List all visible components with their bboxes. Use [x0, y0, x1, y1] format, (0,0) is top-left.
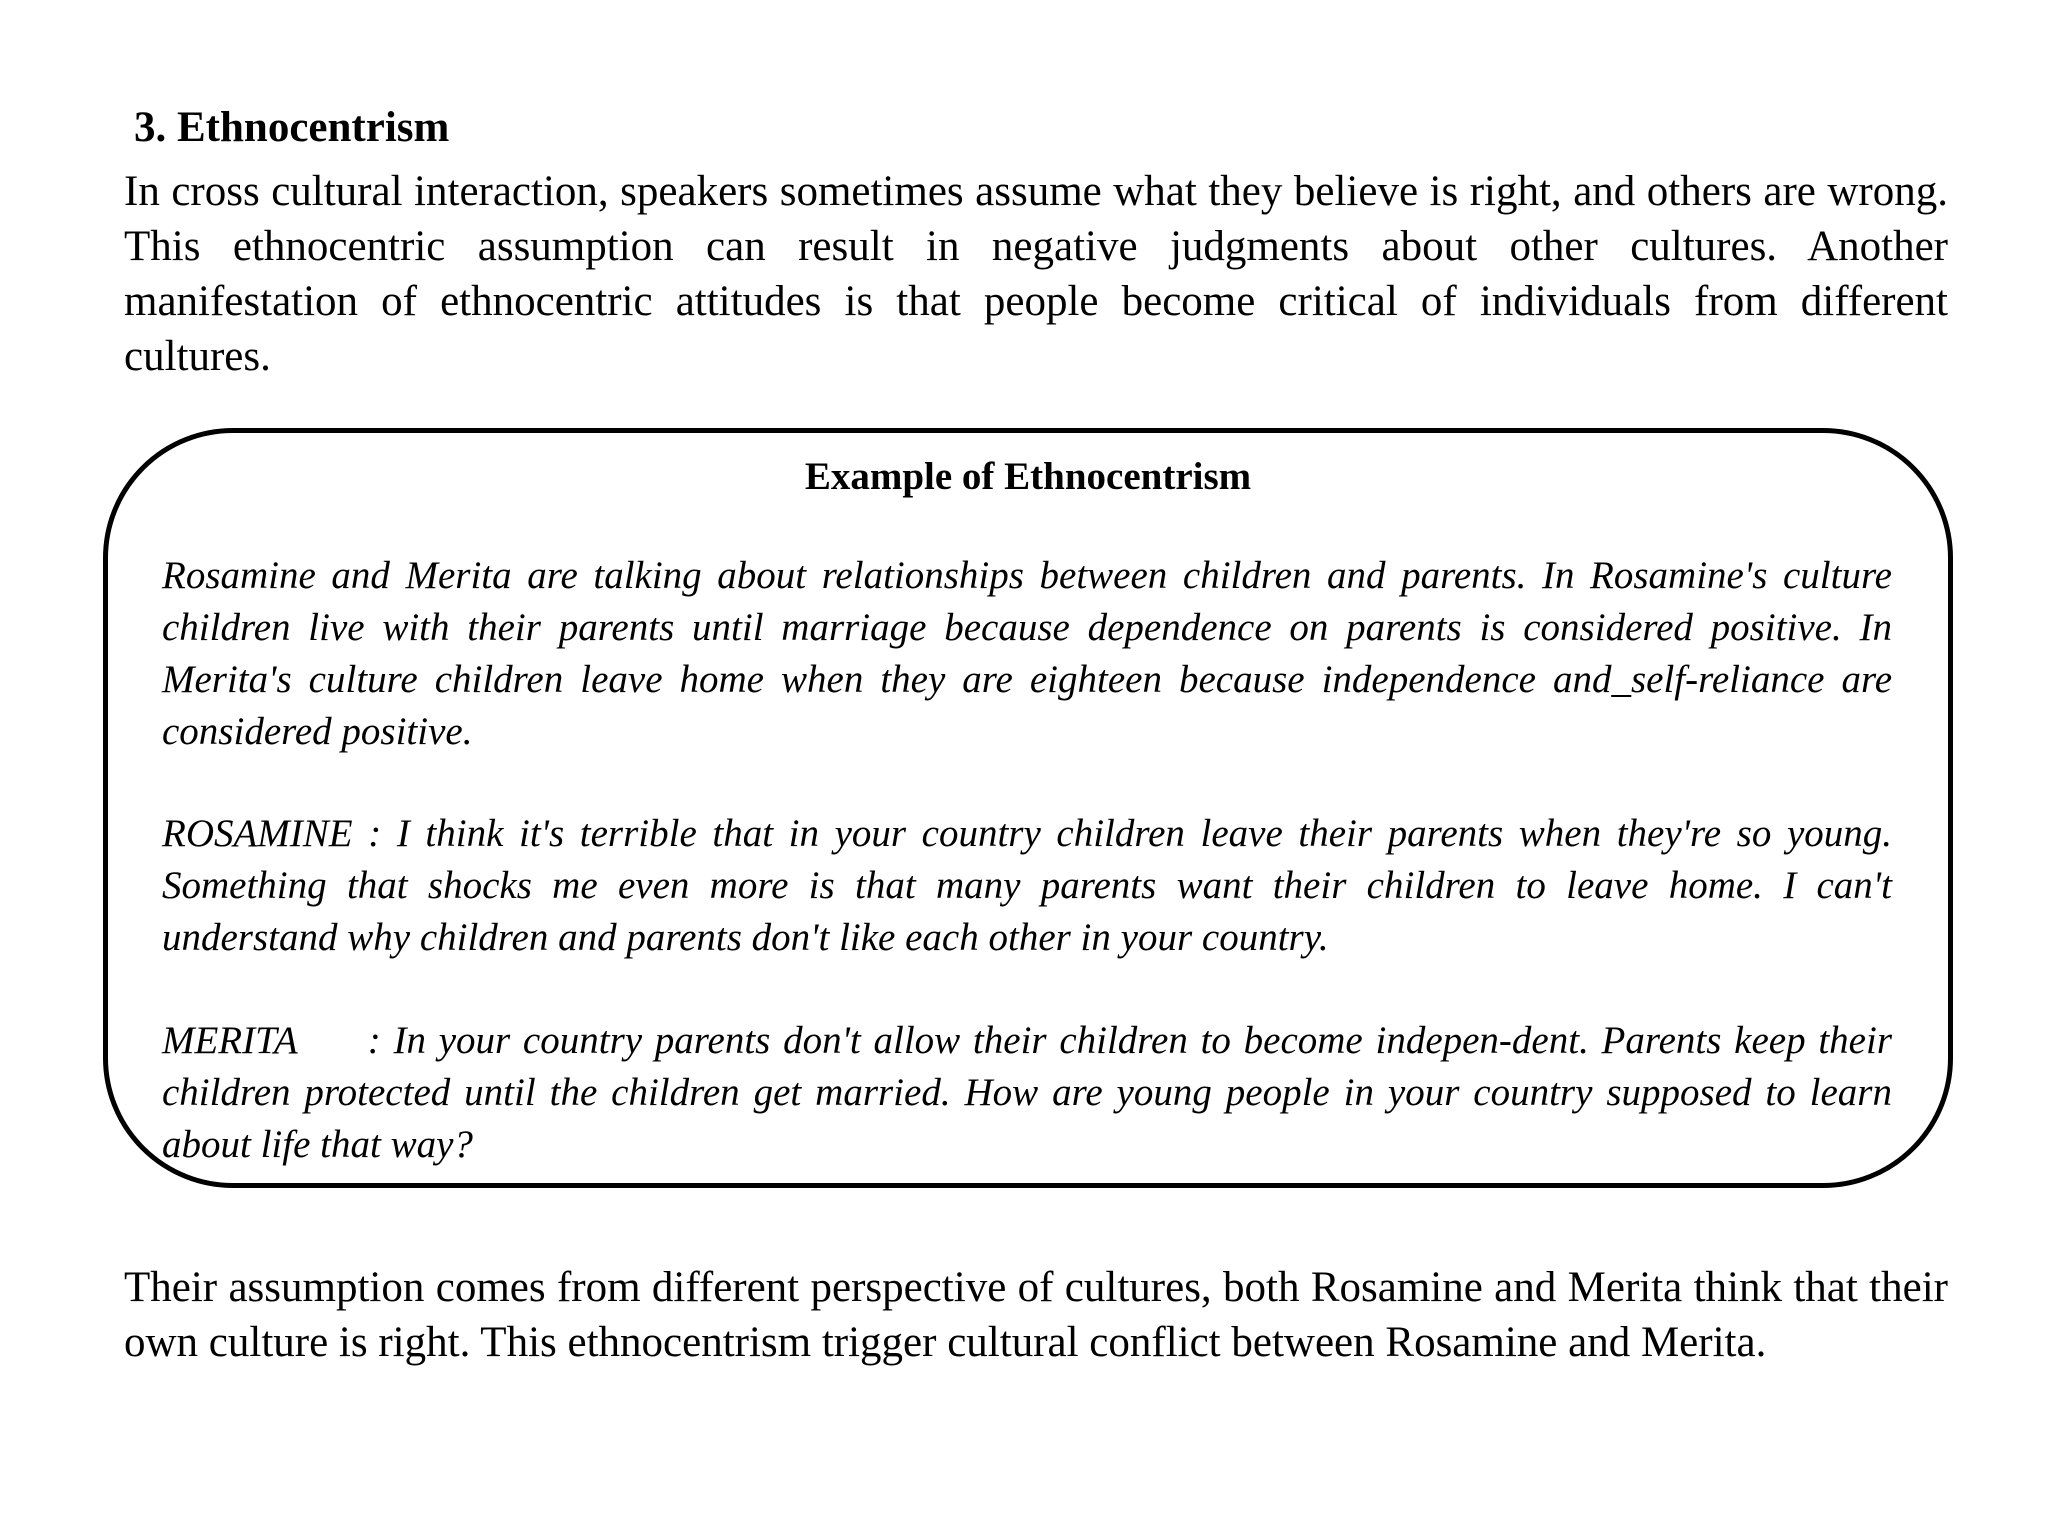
dialogue-line-merita: [162, 1015, 1892, 1171]
section-heading: 3. Ethnocentrism: [134, 104, 450, 151]
speaker-name: MERITA: [162, 1019, 298, 1062]
speaker-name: ROSAMINE: [162, 812, 353, 855]
dialogue-text: : In your country parents don't allow their children to become indepen-dent. Parents keep their children protected until the children get married. How are young people in your country supposed to learn about life that way?: [162, 1019, 1892, 1166]
intro-paragraph: In cross cultural interaction, speakers sometimes assume what they believe is right, and others are wrong. This ethnocentric assumption can result in negative judgments about other cultures. Another manifestation of ethnocentric attitudes is that people become critical of individuals from different cultures.: [124, 168, 1948, 380]
conclusion-paragraph: Their assumption comes from different perspective of cultures, both Rosamine and Merita think that their own culture is right. This ethnocentrism trigger cultural conflict between Rosamine and Merita.: [124, 1264, 1948, 1366]
dialogue-text: : I think it's terrible that in your country children leave their parents when they're so young. Something that shocks me even more is that many parents want their children to leave home. I can't understand why children and parents don't like each other in your country.: [162, 812, 1892, 959]
dialogue-line-rosamine: [162, 808, 1892, 964]
example-title: Example of Ethnocentrism: [804, 455, 1252, 498]
example-context: Rosamine and Merita are talking about relationships between children and parents. In Rosamine's culture children live with their parents until marriage because dependence on parents is considered positive. In Merita's culture children leave home when they are eighteen because independence and_self-reliance are considered positive.: [162, 554, 1892, 753]
